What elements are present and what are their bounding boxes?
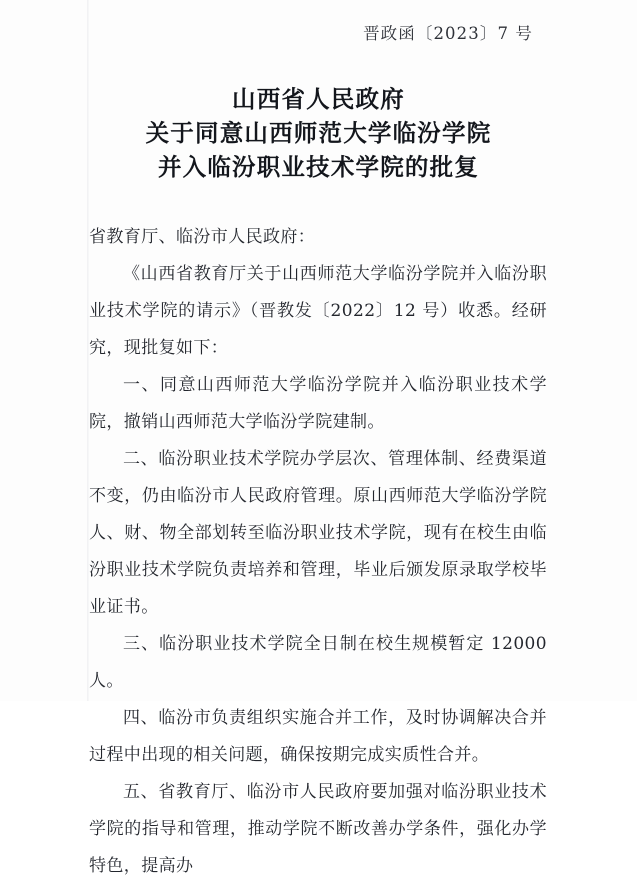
body-paragraph-item-3: 三、临汾职业技术学院全日制在校生规模暂定 12000 人。 [89,634,553,691]
title-line-1: 山西省人民政府 [232,85,405,113]
document-title [0,82,637,184]
document-number: 晋政函〔2023〕7 号 [363,24,533,43]
title-line-2: 关于同意山西师范大学临汾学院 [145,119,492,147]
body-paragraph-preamble: 《山西省教育厅关于山西师范大学临汾学院并入临汾职业技术学院的请示》（晋教发〔2022〕12 号）收悉。经研究，现批复如下： [89,264,547,358]
body-paragraph-item-4: 四、临汾市负责组织实施合并工作，及时协调解决合并过程中出现的相关问题，确保按期完成实质性合并。 [89,708,547,765]
title-line-3: 并入临汾职业技术学院的批复 [157,153,480,181]
body-paragraph-item-2: 二、临汾职业技术学院办学层次、管理体制、经费渠道不变，仍由临汾市人民政府管理。原山西师范大学临汾学院人、财、物全部划转至临汾职业技术学院，现有在校生由临汾职业技术学院负责培养和管理，毕业后颁发原录取学校毕业证书。 [89,449,547,617]
document-body [89,219,553,885]
body-paragraph-item-5: 五、省教育厅、临汾市人民政府要加强对临汾职业技术学院的指导和管理，推动学院不断改善办学条件，强化办学特色，提高办 [89,782,547,876]
body-paragraph-item-1: 一、同意山西师范大学临汾学院并入临汾职业技术学院，撤销山西师范大学临汾学院建制。 [89,375,547,432]
salutation: 省教育厅、临汾市人民政府： [89,227,316,247]
